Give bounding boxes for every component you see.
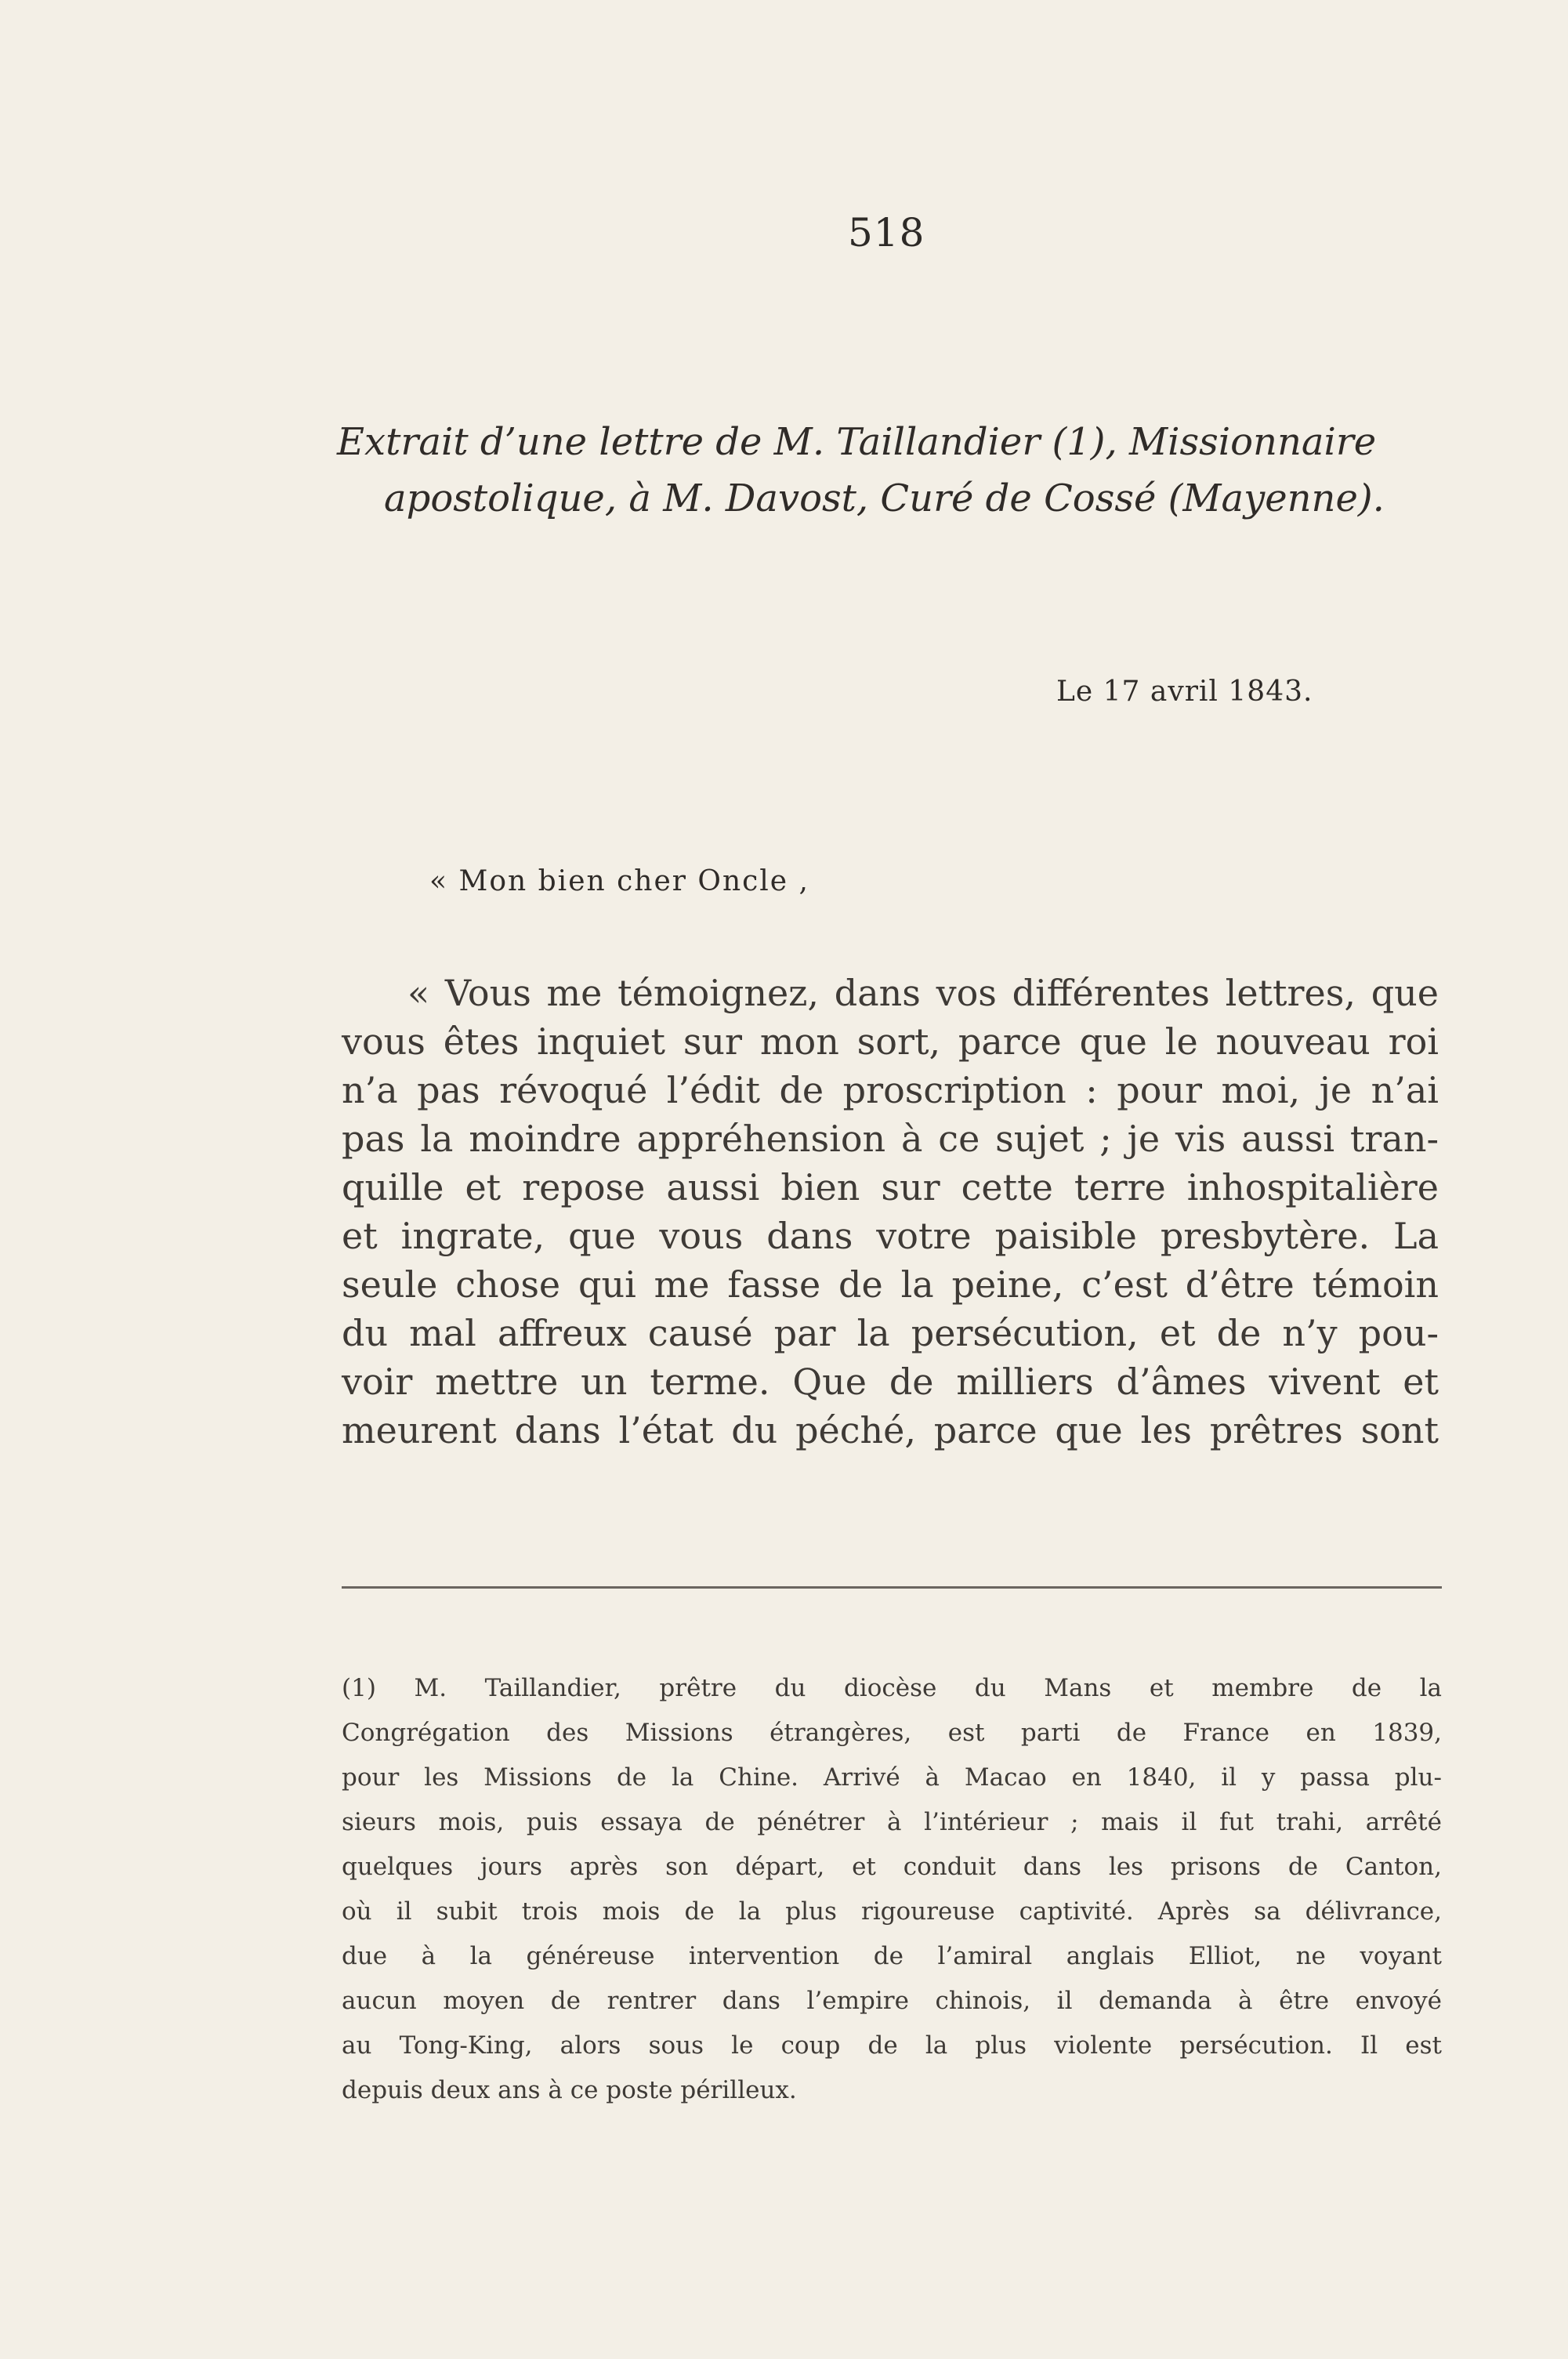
- letter-body: [342, 969, 1439, 1455]
- letter-date: Le 17 avril 1843.: [1056, 676, 1313, 708]
- body-line: vous êtes inquiet sur mon sort, parce que le nouveau roi: [342, 1020, 1439, 1063]
- body-line: quille et repose aussi bien sur cette terre inhospitalière: [342, 1166, 1439, 1208]
- footnote-line: sieurs mois, puis essaya de pénétrer à l’intérieur ; mais il fut trahi, arrêté: [342, 1808, 1442, 1836]
- page-number: 518: [848, 210, 925, 255]
- footnote-line: Congrégation des Missions étrangères, est parti de France en 1839,: [342, 1719, 1442, 1747]
- title-line: apostolique, à M. Davost, Curé de Cossé (Mayenne).: [384, 477, 1385, 520]
- salutation: « Mon bien cher Oncle ,: [429, 865, 809, 897]
- letter-title: [337, 414, 1450, 527]
- body-line: du mal affreux causé par la persécution, et de n’y pou-: [342, 1312, 1439, 1354]
- body-line: « Vous me témoignez, dans vos différentes lettres, que: [407, 972, 1439, 1014]
- footnote-line: pour les Missions de la Chine. Arrivé à Macao en 1840, il y passa plu-: [342, 1763, 1442, 1792]
- footnote-line: au Tong-King, alors sous le coup de la plus violente persécution. Il est: [342, 2031, 1442, 2060]
- footnote: [342, 1666, 1442, 2113]
- footnote-line: due à la généreuse intervention de l’amiral anglais Elliot, ne voyant: [342, 1942, 1442, 1970]
- footnote-divider: [342, 1586, 1442, 1589]
- footnote-line: aucun moyen de rentrer dans l’empire chinois, il demanda à être envoyé: [342, 1987, 1442, 2015]
- body-line: et ingrate, que vous dans votre paisible presbytère. La: [342, 1215, 1439, 1257]
- body-line: n’a pas révoqué l’édit de proscription : pour moi, je n’ai: [342, 1069, 1439, 1111]
- footnote-line: depuis deux ans à ce poste périlleux.: [342, 2076, 797, 2104]
- body-line: pas la moindre appréhension à ce sujet ; je vis aussi tran-: [342, 1118, 1439, 1160]
- body-line: voir mettre un terme. Que de milliers d’âmes vivent et: [342, 1361, 1439, 1403]
- title-line: Extrait d’une lettre de M. Taillandier (1), Missionnaire: [337, 420, 1377, 464]
- footnote-line: où il subit trois mois de la plus rigoureuse captivité. Après sa délivrance,: [342, 1897, 1442, 1926]
- footnote-line: quelques jours après son départ, et conduit dans les prisons de Canton,: [342, 1853, 1442, 1881]
- body-line: seule chose qui me fasse de la peine, c’est d’être témoin: [342, 1263, 1439, 1306]
- footnote-line: (1) M. Taillandier, prêtre du diocèse du Mans et membre de la: [342, 1674, 1442, 1702]
- body-line: meurent dans l’état du péché, parce que les prêtres sont: [342, 1409, 1439, 1451]
